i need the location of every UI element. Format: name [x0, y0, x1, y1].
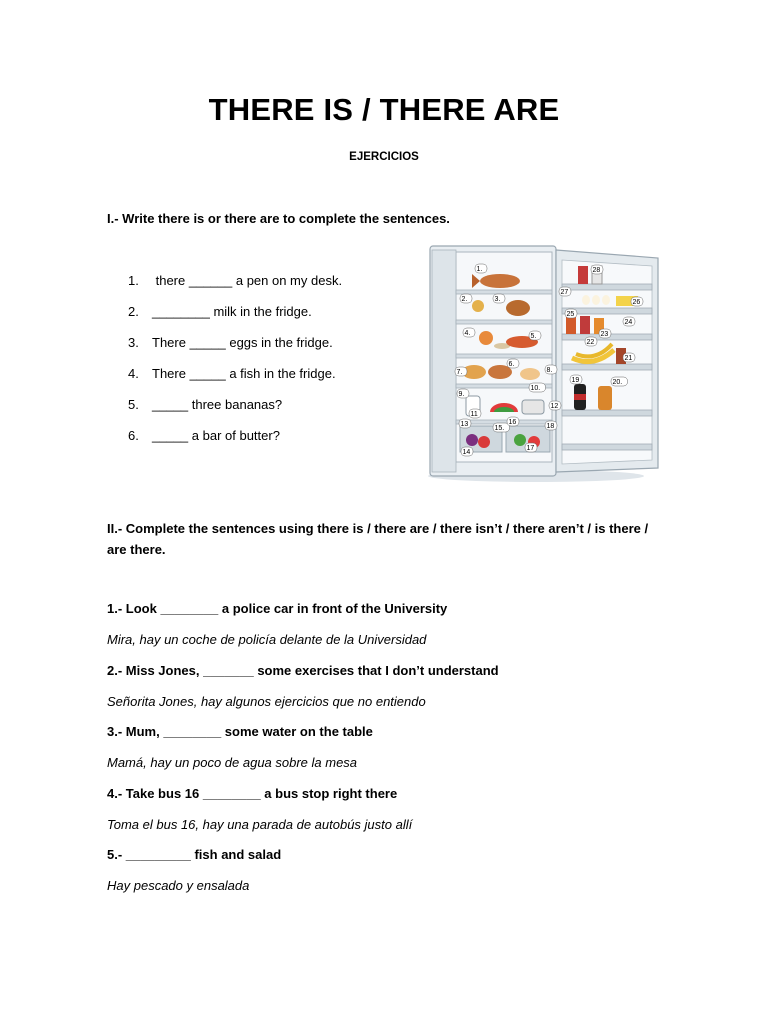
section-1-heading: I.- Write there is or there are to complete the sentences. [107, 211, 450, 226]
question-1: 1.- Look ________ a police car in front of the University [107, 601, 448, 616]
fridge-label: 6. [508, 361, 515, 368]
page-title: THERE IS / THERE ARE [208, 92, 560, 127]
fridge-illustration [426, 244, 662, 482]
fridge-label: 23 [600, 331, 609, 338]
translation-5: Hay pescado y ensalada [107, 878, 250, 893]
fridge-label: 9. [458, 391, 465, 398]
fridge-label: 5. [530, 333, 537, 340]
translation-1: Mira, hay un coche de policía delante de la Universidad [107, 632, 427, 647]
list-item: 5. _____ three bananas? [128, 397, 283, 412]
fridge-label: 11 [470, 411, 478, 418]
fridge-label: 16 [508, 419, 517, 426]
fridge-label: 14 [462, 449, 471, 456]
question-5: 5.- _________ fish and salad [107, 847, 282, 862]
fridge-label: 18 [546, 423, 555, 430]
fridge-label: 8. [546, 367, 553, 374]
translation-4: Toma el bus 16, hay una parada de autobús justo allí [107, 817, 413, 832]
fridge-label: 25 [566, 311, 575, 318]
fridge-label: 21 [624, 355, 633, 362]
question-2: 2.- Miss Jones, _______ some exercises that I don’t understand [107, 663, 499, 678]
fridge-label: 26 [632, 299, 641, 306]
fridge-label: 28 [592, 267, 601, 274]
fridge-label: 13 [460, 421, 469, 428]
section-2-heading: II.- Complete the sentences using there is / there are / there isn’t / there aren’t / is there / are there. [107, 521, 649, 557]
fridge-label: 2. [461, 296, 468, 303]
list-item: 1. there ______ a pen on my desk. [128, 273, 343, 288]
list-item: 2. ________ milk in the fridge. [128, 304, 312, 319]
fridge-label: 3. [494, 296, 501, 303]
list-item: 3. There _____ eggs in the fridge. [128, 335, 333, 350]
fridge-label: 27 [560, 289, 569, 296]
fridge-label: 20. [612, 379, 623, 386]
fridge-label: 17 [526, 445, 535, 452]
fridge-label: 12 [550, 403, 559, 410]
fridge-label: 24 [624, 319, 633, 326]
list-item: 4. There _____ a fish in the fridge. [128, 366, 336, 381]
translation-3: Mamá, hay un poco de agua sobre la mesa [107, 755, 358, 770]
exercise-1-list [107, 272, 342, 458]
list-item: 6. _____ a bar of butter? [128, 428, 280, 443]
fridge-label: 22 [586, 339, 595, 346]
fridge-label: 15. [494, 425, 505, 432]
page-subtitle: EJERCICIOS [349, 151, 419, 163]
question-3: 3.- Mum, ________ some water on the table [107, 724, 373, 739]
fridge-label: 19 [571, 377, 580, 384]
question-4: 4.- Take bus 16 ________ a bus stop right there [107, 786, 398, 801]
fridge-label: 1. [476, 266, 483, 273]
translation-2: Señorita Jones, hay algunos ejercicios que no entiendo [107, 694, 426, 709]
fridge-label: 7. [456, 369, 463, 376]
fridge-label: 10. [530, 385, 541, 392]
fridge-label: 4. [464, 330, 471, 337]
